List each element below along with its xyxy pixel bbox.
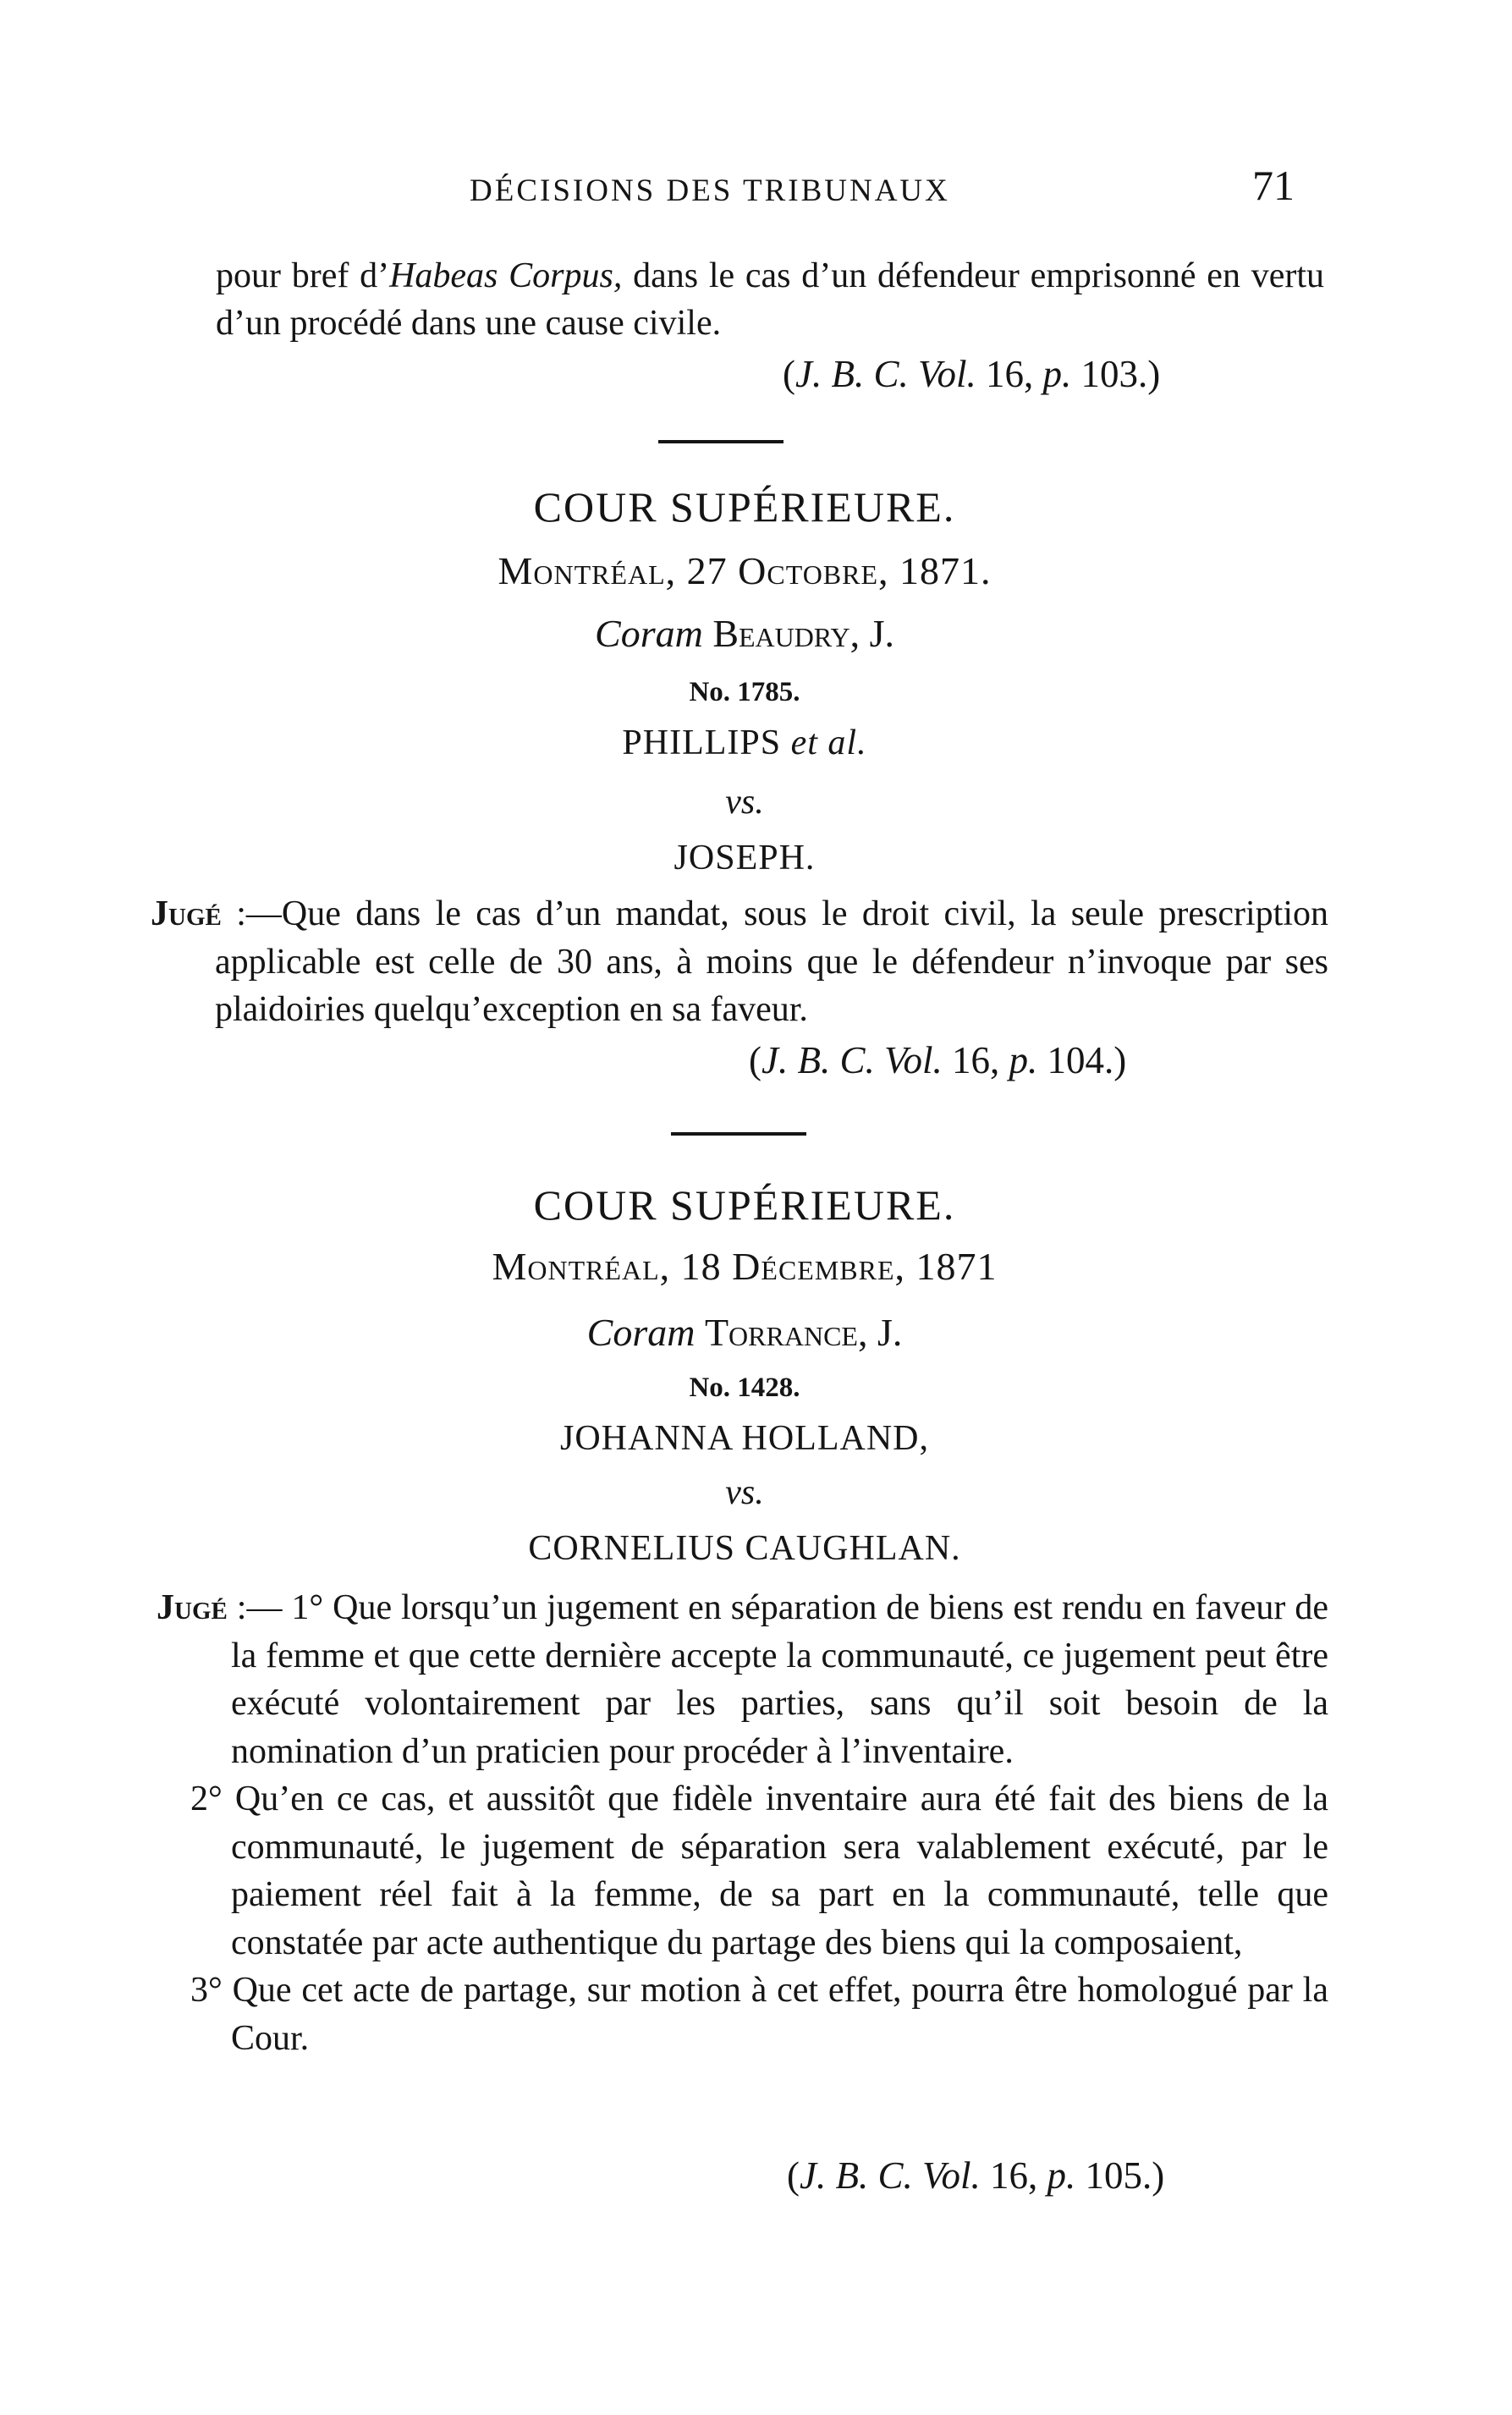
case1-juge-label: Jugé bbox=[151, 894, 222, 933]
section-divider bbox=[671, 1132, 806, 1136]
case2-place-date: Montréal, 18 Décembre, 1871 bbox=[492, 1245, 998, 1288]
case2-holding-1-text: :— 1° Que lorsqu’un jugement en séparation de biens est rendu en faveur de la femme et que cette dernière accepte la communauté, ce jugement peut être exécuté volontairement par les parties, sans qu’il soit besoin de la nomination d’un praticien pour procéder à l’inventaire. bbox=[227, 1588, 1328, 1771]
citation-p: p. bbox=[1047, 2154, 1076, 2197]
citation-journal: J. B. C. Vol. bbox=[795, 353, 976, 395]
citation-p: p. bbox=[1009, 1039, 1038, 1081]
page-number: 71 bbox=[1252, 162, 1295, 209]
case2-juge-label: Jugé bbox=[157, 1588, 228, 1627]
citation-page: 103.) bbox=[1071, 353, 1161, 395]
citation-open: ( bbox=[783, 353, 795, 395]
case1-plaintiff-line bbox=[338, 723, 1151, 763]
section-divider bbox=[658, 440, 783, 443]
citation-open: ( bbox=[749, 1039, 761, 1081]
citation-journal: J. B. C. Vol. bbox=[800, 2154, 981, 2197]
citation-journal: J. B. C. Vol. bbox=[761, 1039, 943, 1081]
citation-page: 104.) bbox=[1037, 1039, 1127, 1081]
case1-number: No. 1785. bbox=[689, 677, 800, 707]
case2-holding-3: 3° Que cet acte de partage, sur motion à cet effet, pourra être homologué par la Cour. bbox=[190, 1971, 1328, 2058]
citation-open: ( bbox=[787, 2154, 800, 2197]
citation-volume: 16, bbox=[942, 1039, 1009, 1081]
case1-judge: Beaudry, J. bbox=[712, 612, 894, 655]
case2-holding-2: 2° Qu’en ce cas, et aussitôt que fidèle inventaire aura été fait des biens de la communauté, le jugement de séparation sera valablement exécuté, par le paiement réel fait à la femme, de sa part en la communauté, telle que constatée par acte authentique du partage des biens qui la composaient, bbox=[190, 1780, 1328, 1962]
intro-text-start: pour bref d’ bbox=[216, 256, 390, 295]
case2-coram-line bbox=[338, 1310, 1151, 1355]
running-head bbox=[0, 161, 1512, 212]
case2-holdings bbox=[157, 1584, 1328, 2062]
intro-text-end: dans le cas d’un défendeur emprisonné en vertu d’un procédé dans une cause civile. bbox=[216, 256, 1324, 343]
case1-holding bbox=[151, 890, 1328, 1034]
habeas-corpus-term: Habeas Corpus, bbox=[389, 256, 623, 295]
case2-number: No. 1428. bbox=[689, 1373, 800, 1403]
citation-1 bbox=[783, 352, 1160, 396]
case1-court: COUR SUPÉRIEURE. bbox=[533, 483, 956, 531]
running-title: DÉCISIONS DES TRIBUNAUX bbox=[470, 173, 950, 208]
case1-versus: vs. bbox=[725, 783, 764, 822]
citation-volume: 16, bbox=[980, 2154, 1047, 2197]
citation-page: 105.) bbox=[1075, 2154, 1165, 2197]
coram-word: Coram bbox=[586, 1311, 696, 1354]
case1-holding-para bbox=[151, 890, 1328, 1034]
citation-volume: 16, bbox=[976, 353, 1043, 395]
intro-paragraph bbox=[216, 252, 1324, 347]
case2-holding-1 bbox=[157, 1584, 1328, 1775]
case2-plaintiff: JOHANNA HOLLAND, bbox=[560, 1419, 929, 1458]
case1-coram-line bbox=[338, 611, 1151, 656]
citation-p: p. bbox=[1042, 353, 1072, 395]
case2-versus: vs. bbox=[725, 1473, 764, 1512]
case2-court: COUR SUPÉRIEURE. bbox=[533, 1181, 956, 1229]
citation-3 bbox=[787, 2154, 1164, 2198]
case1-plaintiff-suffix: et al. bbox=[781, 723, 867, 762]
case1-holding-text: :—Que dans le cas d’un mandat, sous le droit civil, la seule prescription applicable est celle de 30 ans, à moins que le défendeur n’invoque par ses plaidoiries quelqu’exception en sa faveur. bbox=[215, 894, 1328, 1029]
citation-2 bbox=[749, 1038, 1126, 1082]
case2-judge: Torrance, J. bbox=[704, 1311, 903, 1354]
case1-plaintiff: PHILLIPS bbox=[622, 723, 782, 762]
coram-word: Coram bbox=[595, 612, 703, 655]
case1-place-date: Montréal, 27 Octobre, 1871. bbox=[498, 549, 992, 592]
case2-defendant: CORNELIUS CAUGHLAN. bbox=[528, 1529, 961, 1568]
case1-defendant: JOSEPH. bbox=[674, 839, 816, 877]
